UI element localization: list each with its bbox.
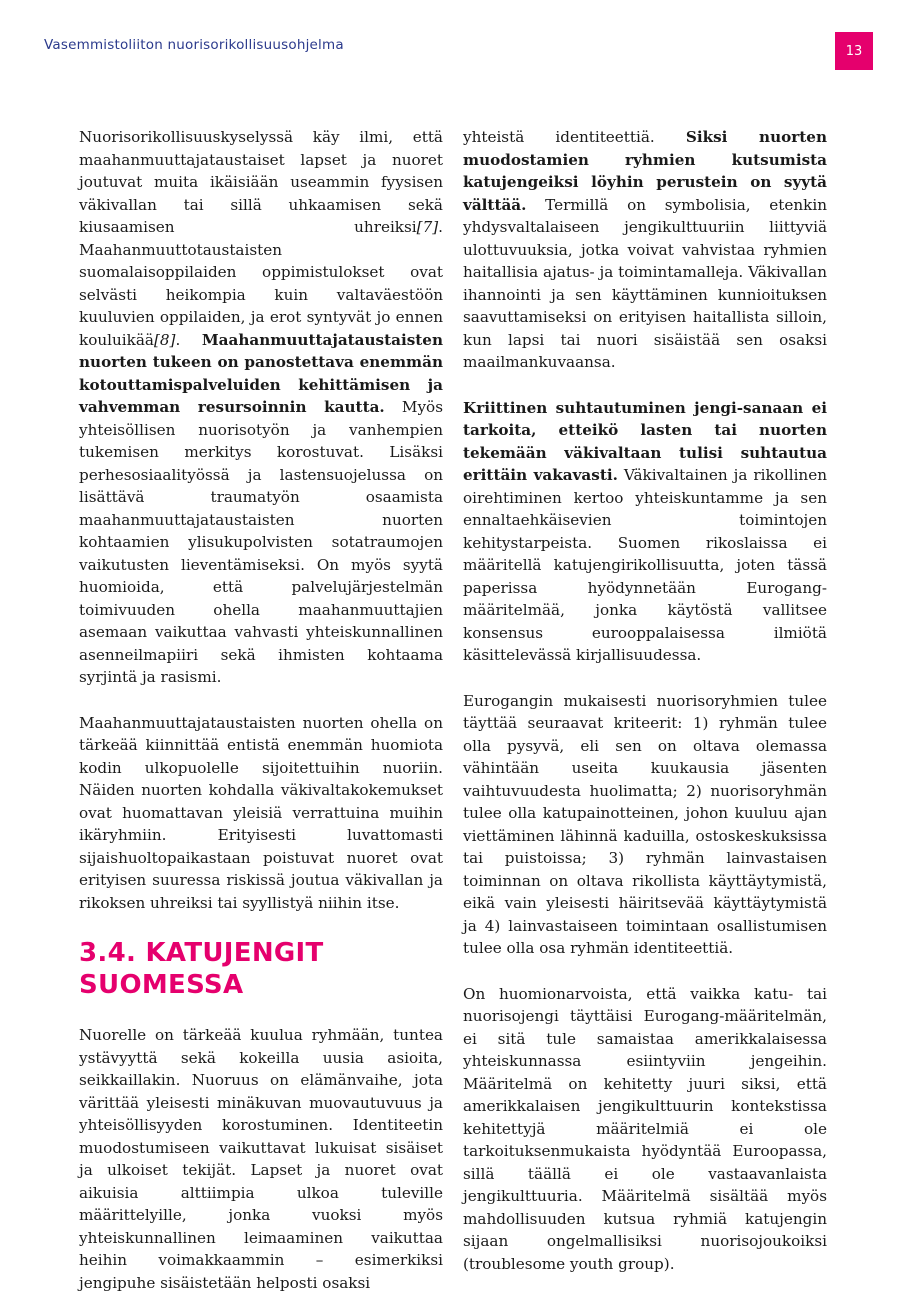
- paragraph: Eurogangin mukaisesti nuorisoryhmien tulee täyttää seuraavat kriteerit: 1) ryhmän tulee olla pysyvä, eli sen on oltava olemassa vähintään useita kuukausia jäsenten vaihtuvuudesta huolimatta; 2) nuorisoryhmän tulee olla katupainotteinen, johon kuuluu ajan viettäminen lähinnä kaduilla, ostoskeskuksissa tai puistoissa; 3) ryhmän lainvastaisen toiminnan on oltava rikollista käyttäytymistä, eikä vain yleisesti häiritsevää käyttäytymistä ja 4) lainvastaiseen toimintaan osallistumisen tulee olla osa ryhmän identiteettiä.: [463, 691, 827, 957]
- paragraph: [463, 126, 827, 374]
- text-run: Termillä on symbolisia, etenkin yhdysvaltalaiseen jengikulttuuriin liittyviä ulottuvuuksia, jotka voivat vahvistaa ryhmien haitallisia ajatus- ja toimintamalleja. Väkivallan ihannointi ja sen käyttäminen kunnioituksen saavuttamiseksi on erityisen haitallista silloin, kun lapsi tai nuori sisäistää sen osaksi maailmankuvaansa.: [463, 195, 827, 371]
- section-heading-line: 3.4. KATUJENGIT: [79, 938, 324, 968]
- right-text-column: [463, 126, 827, 1275]
- footnote-reference[interactable]: [8]: [153, 330, 176, 349]
- footnote-reference[interactable]: [7]: [416, 218, 439, 236]
- page-number-badge: 13: [835, 32, 873, 70]
- paragraph: Nuorelle on tärkeää kuulua ryhmään, tuntea ystävyyttä sekä kokeilla uusia asioita, seikkaillakin. Nuoruus on elämänvaihe, jota värittää yleisesti minäkuvan muovautuvuus ja yhteisöllisyyden korostuminen. Identiteetin muodostumiseen vaikuttavat lukuisat sisäiset ja ulkoiset tekijät. Lapset ja nuoret ovat aikuisia alttiimpia ulkoa tuleville määrittelyille, jonka vuoksi myös yhteiskunnallinen leimaaminen vaikuttaa heihin voimakkaammin – esimerkiksi jengipuhe sisäistetään helposti osaksi: [79, 1026, 443, 1292]
- section-heading-line: SUOMESSA: [79, 970, 244, 1000]
- running-header-title: Vasemmistoliiton nuorisorikollisuusohjelma: [44, 37, 344, 53]
- paragraph: [463, 397, 827, 667]
- emphasis-text: Kriittinen suhtautuminen jengi-sanaan ei tarkoita, etteikö lasten tai nuorten tekemään väkivaltaan tulisi suhtautua erittäin vakavasti.: [463, 398, 827, 484]
- text-run: . Maahanmuuttotaustaisten suomalaisoppilaiden oppimistulokset ovat selvästi heikompia kuin valtaväestöön kuuluvien oppilaiden, ja erot syntyvät jo ennen kouluikää: [79, 218, 443, 349]
- text-run: yhteistä identiteettiä.: [463, 128, 686, 146]
- paragraph: [79, 126, 443, 689]
- text-run: .: [175, 330, 202, 349]
- paragraph: Maahanmuuttajataustaisten nuorten ohella on tärkeää kiinnittää entistä enemmän huomiota kodin ulkopuolelle sijoitettuihin nuoriin. Näiden nuorten kohdalla väkivaltakokemukset ovat huomattavan yleisiä verrattuina muihin ikäryhmiin. Erityisesti luvattomasti sijaishuoltopaikastaan poistuvat nuoret ovat erityisen suuressa riskissä joutua väkivallan ja rikoksen uhreiksi tai syyllistyä niihin itse.: [79, 713, 443, 912]
- paragraph: On huomionarvoista, että vaikka katu- tai nuorisojengi täyttäisi Eurogang-määritelmän, ei sitä tule samaistaa amerikkalaisessa yhteiskunnassa esiintyviin jengeihin. Määritelmä on kehitetty juuri siksi, että amerikkalaisen jengikulttuurin kontekstissa kehitettyjä määritelmiä ei ole tarkoituksenmukaista hyödyntää Euroopassa, sillä täällä ei ole vastaavanlaista jengikulttuuria. Määritelmä sisältää myös mahdollisuuden kutsua ryhmiä katujengin sijaan ongelmallisiksi nuorisojoukoiksi (troublesome youth group).: [463, 984, 827, 1273]
- text-run: Myös yhteisöllisen nuorisotyön ja vanhempien tukemisen merkitys korostuvat. Lisäksi perhesosiaalityössä ja lastensuojelussa on lisättävä traumatyön osaamista maahanmuuttajataustaisten nuorten kohtaamien ylisukupolvisten sotatraumojen vaikutusten lieventämiseksi. On myös syytä huomioida, että palvelujärjestelmän toimivuuden ohella maahanmuuttajien asemaan vaikuttaa vahvasti yhteiskunnallinen asenneilmapiiri sekä ihmisten kohtaama syrjintä ja rasismi.: [79, 398, 443, 686]
- left-text-column: [79, 126, 443, 1294]
- emphasis-text: Siksi nuorten muodostamien ryhmien kutsumista katujengeiksi löyhin perustein on syytä välttää.: [463, 128, 827, 214]
- section-heading: [79, 937, 443, 1001]
- emphasis-text: Maahanmuuttajataustaisten nuorten tukeen on panostettava enemmän kotouttamispalveluiden kehittämisen ja vahvemman resursoinnin kautta.: [79, 330, 443, 416]
- text-run: Väkivaltainen ja rikollinen oirehtiminen kertoo yhteiskuntamme ja sen ennaltaehkäisevien toimintojen kehitystarpeista. Suomen rikoslaissa ei määritellä katujengirikollisuutta, joten tässä paperissa hyödynnetään Eurogang-määritelmää, jonka käytöstä vallitsee konsensus eurooppalaisessa ilmiötä käsittelevässä kirjallisuudessa.: [463, 466, 827, 664]
- text-run: Nuorisorikollisuuskyselyssä käy ilmi, että maahanmuuttajataustaiset lapset ja nuoret joutuvat muita ikäisiään useammin fyysisen väkivallan tai sillä uhkaamisen sekä kiusaamisen uhreiksi: [79, 128, 443, 236]
